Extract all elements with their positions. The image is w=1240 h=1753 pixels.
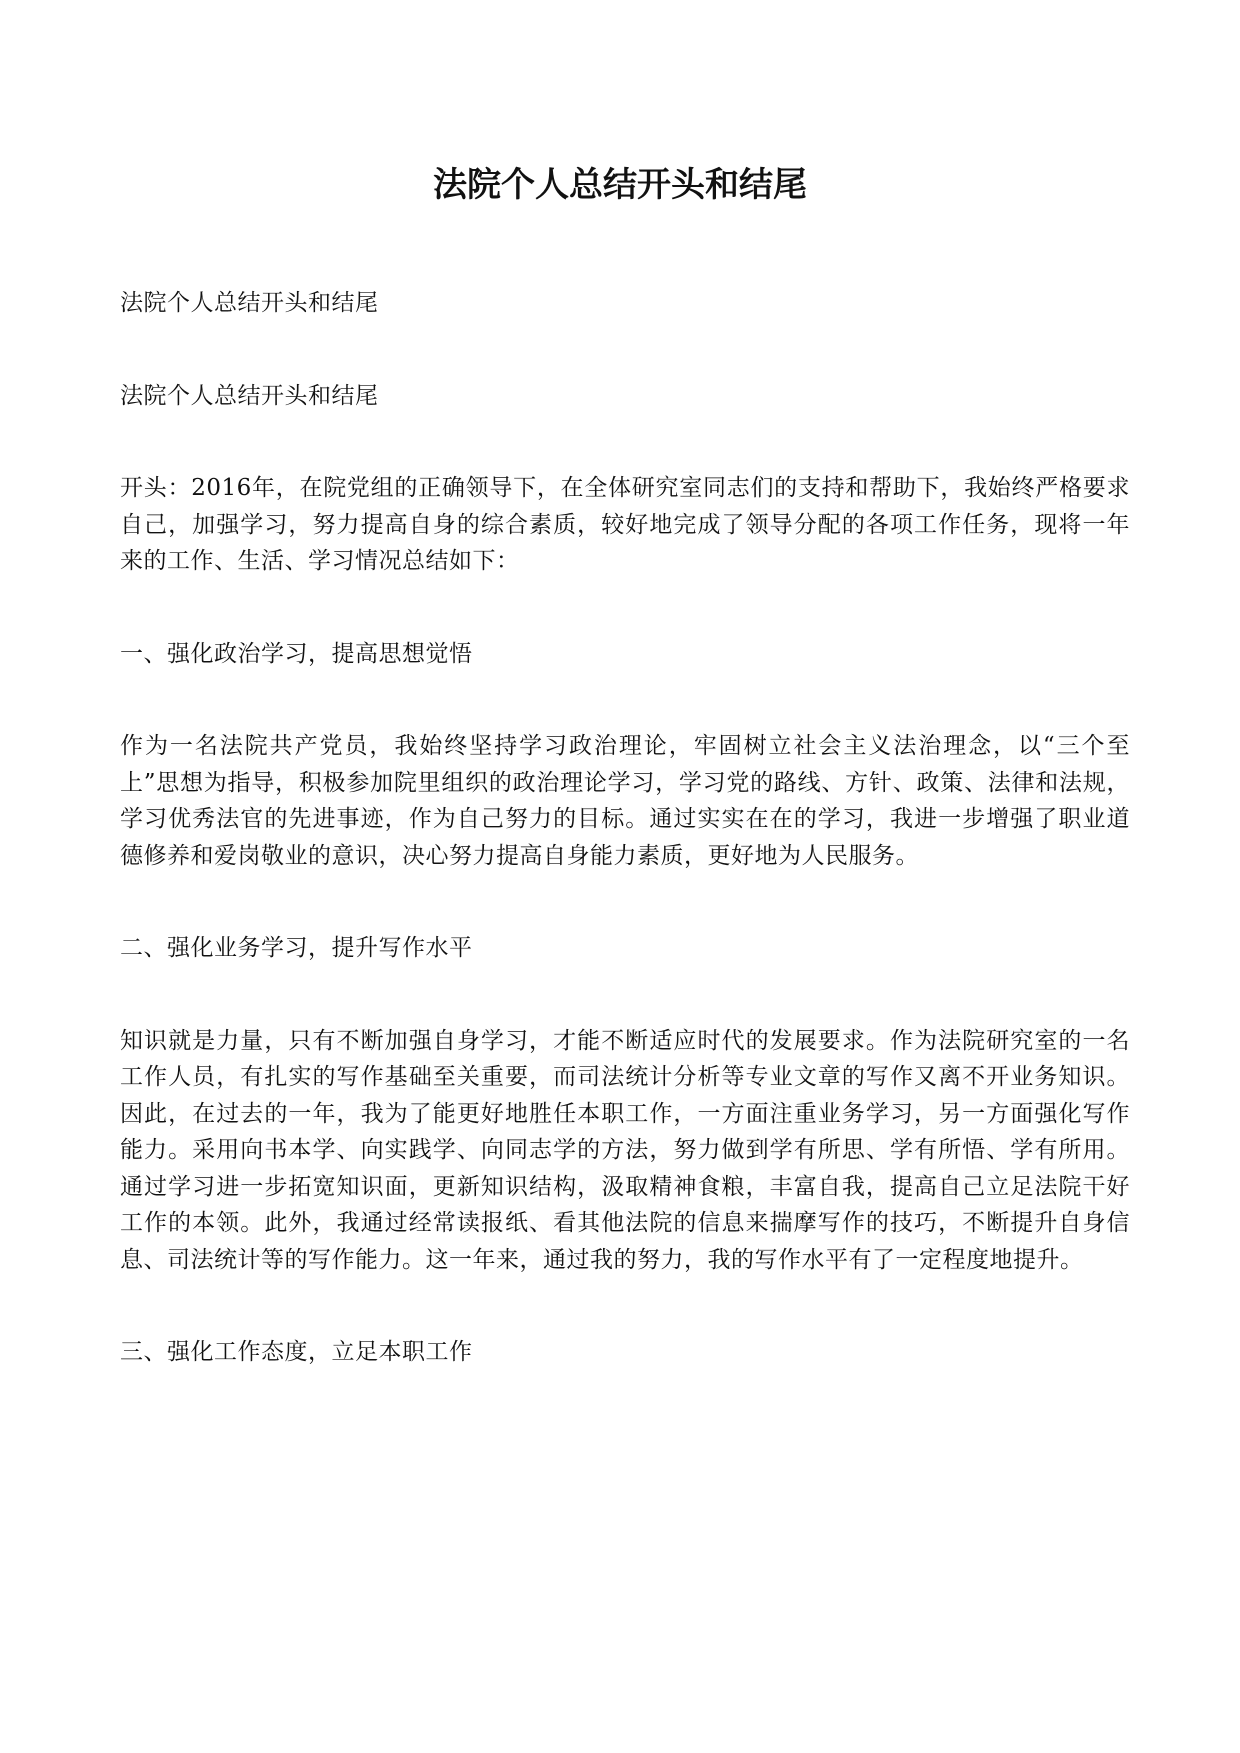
document-title: 法院个人总结开头和结尾 (433, 165, 807, 205)
document-body (120, 285, 1130, 1427)
subtitle-line-2: 法院个人总结开头和结尾 (120, 382, 379, 409)
section-heading-3: 三、强化工作态度，立足本职工作 (120, 1339, 473, 1365)
section-heading-1: 一、强化政治学习，提高思想觉悟 (120, 640, 473, 667)
section-heading-2: 二、强化业务学习，提升写作水平 (120, 935, 473, 961)
subtitle-line-1: 法院个人总结开头和结尾 (120, 290, 379, 316)
section-body-1: 作为一名法院共产党员，我始终坚持学习政治理论，牢固树立社会主义法治理念，以“三个至上”思想为指导，积极参加院里组织的政治理论学习，学习党的路线、方针、政策、法律和法规，学习优秀法官的先进事迹，作为自己努力的目标。通过实实在在的学习，我进一步增强了职业道德修养和爱岗敬业的意识，决心努力提高自身能力素质，更好地为人民服务。 (120, 733, 1130, 869)
section-body-2: 知识就是力量，只有不断加强自身学习，才能不断适应时代的发展要求。作为法院研究室的一名工作人员，有扎实的写作基础至关重要，而司法统计分析等专业文章的写作又离不开业务知识。因此，在过去的一年，我为了能更好地胜任本职工作，一方面注重业务学习，另一方面强化写作能力。采用向书本学、向实践学、向同志学的方法，努力做到学有所思、学有所悟、学有所用。通过学习进一步拓宽知识面，更新知识结构，汲取精神食粮，丰富自我，提高自己立足法院干好工作的本领。此外，我通过经常读报纸、看其他法院的信息来揣摩写作的技巧，不断提升自身信息、司法统计等的写作能力。这一年来，通过我的努力，我的写作水平有了一定程度地提升。 (120, 1027, 1130, 1273)
opening-paragraph: 开头：2016年，在院党组的正确领导下，在全体研究室同志们的支持和帮助下，我始终严格要求自己，加强学习，努力提高自身的综合素质，较好地完成了领导分配的各项工作任务，现将一年来的工作、生活、学习情况总结如下： (120, 475, 1130, 574)
